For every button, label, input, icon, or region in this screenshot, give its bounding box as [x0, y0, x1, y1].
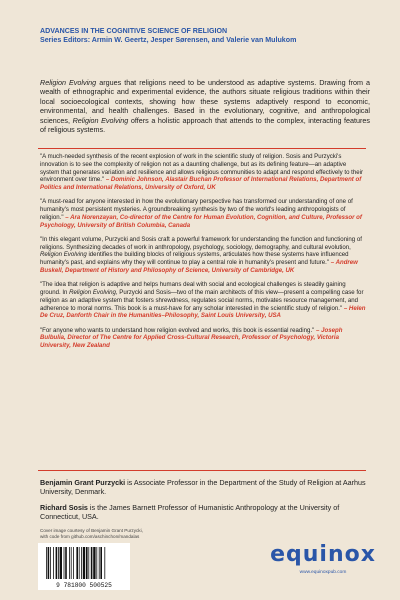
credit-line-1: Cover image courtesy of Benjamin Grant Purzycki, [40, 528, 143, 533]
description-part-1: argues that religions need to be understood as adaptive systems. Drawing from a wealth of ethnographic and experimental evidence, the authors situate religious traditions within their local socioecological contexts, showing how these systems adaptively respond to economic, environmental, and health challenges. Based in the evolutionary, cognitive, and anthropological sciences, [40, 78, 370, 125]
barcode-bar [69, 547, 70, 579]
author-bios [40, 478, 366, 527]
barcode-bar [88, 547, 89, 579]
endorsement [40, 327, 366, 350]
barcode-bar [93, 547, 95, 579]
endorsement-text: "The idea that religion is adaptive and helps humans deal with social and ecological challenges is steadily gaining ground. In [40, 281, 346, 297]
endorsement-text-cont: , Purzycki and Sosis—two of the main architects of this view—present a compelling case for religion as an adaptive system that fosters shrewdness, regulates social norms, motivates resource management, and adherence to moral norms. This book is a must-have for any scholar interested in the scientific study of religion." [40, 289, 364, 312]
credit-line-2: with code from github.com/aschinchon/mandalas [40, 534, 140, 539]
barcode-bar [100, 547, 102, 579]
barcode-bar [91, 547, 93, 579]
series-title: ADVANCES IN THE COGNITIVE SCIENCE OF RELIGION [40, 27, 228, 35]
divider-top [38, 148, 366, 149]
endorsement-book-title: Religion Evolving [40, 251, 87, 259]
barcode-bar [46, 547, 47, 579]
endorsement-attribution: – Andrew Buskell, Department of History and Philosophy of Science, University of Cambridge, UK [40, 259, 358, 274]
barcode-bar [81, 547, 82, 579]
barcode-bar [83, 547, 85, 579]
author-bio [40, 478, 366, 497]
publisher-url[interactable]: www.equinoxpub.com [299, 570, 347, 575]
endorsement-attribution: – Ara Norenzayan, Co-director of the Centre for Human Evolution, Cognition, and Culture, Professor of Psychology, University of British Columbia, Canada [40, 213, 362, 229]
book-title-italic: Religion Evolving [40, 78, 97, 87]
series-editors: Series Editors: Armin W. Geertz, Jesper Sørensen, and Valerie van Mulukom [40, 36, 297, 45]
divider-bottom [38, 470, 366, 471]
barcode-bar [48, 547, 50, 579]
barcode-bar [96, 547, 97, 579]
author-name: Benjamin Grant Purzycki [40, 478, 126, 487]
endorsement-text: "A much-needed synthesis of the recent explosion of work in the scientific study of religion. Sosis and Purzycki's innovation is to see the complexity of religion not as a daunting challenge, but as its defining feature—an adaptive system that generates variation and resilience and allows religious communities to adapt and respond effectively to their environment over time." [40, 153, 364, 184]
isbn-number: 9 781800 500525 [56, 582, 112, 589]
endorsement-attribution: – Helen De Cruz, Danforth Chair in the Humanities–Philosophy, Saint Louis University, USA [40, 304, 366, 320]
author-bio-text: is the James Barnett Professor of Humanistic Anthropology at the University of Connecticut, USA. [40, 502, 340, 521]
description-part-2: offers a holistic approach that attends to the complex, interacting features of religious systems. [40, 115, 370, 135]
barcode-bar [50, 547, 51, 579]
author-bio [40, 503, 366, 522]
barcode-bar [73, 547, 74, 579]
book-description [40, 78, 370, 134]
endorsement-book-title: Religion Evolving [69, 289, 116, 297]
barcode-bar [58, 547, 59, 579]
series-header [40, 27, 380, 46]
barcode-bar [64, 547, 65, 579]
publisher-name: equinox [270, 542, 376, 567]
endorsement-text-cont: identifies the building blocks of religious systems, articulates how these systems have influenced humanity's past, and explains why they will continue to play a central role in humanity's present and future." [40, 251, 349, 267]
endorsement [40, 153, 366, 192]
endorsement-attribution: – Dominic Johnson, Alastair Buchan Professor of International Relations, Department of Politics and International Relations, University of Oxford, UK [40, 176, 362, 191]
barcode-bar [79, 547, 80, 579]
barcode-bar [71, 547, 72, 579]
publisher-logo[interactable] [268, 542, 378, 582]
endorsement-attribution: – Joseph Bulbulia, Director of The Centre for Applied Cross-Cultural Research, Professor of Psychology, Victoria University, New Zealand [40, 326, 343, 350]
cover-credit [40, 528, 240, 540]
endorsement [40, 281, 366, 320]
author-bio-text: is Associate Professor in the Department of the Study of Religion at Aarhus University, Denmark. [40, 478, 366, 497]
barcode-bar [86, 547, 88, 579]
barcode-bar [76, 547, 78, 579]
barcode-bar [56, 547, 58, 579]
barcode-graphic [38, 543, 130, 590]
book-title-italic-2: Religion Evolving [72, 115, 129, 125]
endorsement-text: "In this elegant volume, Purzycki and Sosis craft a powerful framework for understanding the function and functioning of religions. Synthesizing decades of work in anthropology, psychology, sociology, demography, and cultural evolution, [40, 235, 362, 251]
author-name: Richard Sosis [40, 502, 88, 512]
barcode-bar [53, 547, 54, 579]
barcode-bar [65, 547, 67, 579]
barcode-bar [60, 547, 62, 579]
endorsement [40, 236, 366, 275]
endorsement-text: "A must-read for anyone interested in how the evolutionary perspective has transformed our understanding of one of humanity's most persistent mysteries. A groundbreaking synthesis by two of the world's leading anthropologists of religion." [40, 198, 353, 221]
endorsement-text: "For anyone who wants to understand how religion evolved and works, this book is essential reading." [40, 326, 315, 334]
endorsements [40, 153, 366, 356]
barcode-bar [104, 547, 105, 579]
isbn-barcode [38, 543, 130, 590]
barcode-bar [99, 547, 100, 579]
endorsement [40, 198, 366, 229]
